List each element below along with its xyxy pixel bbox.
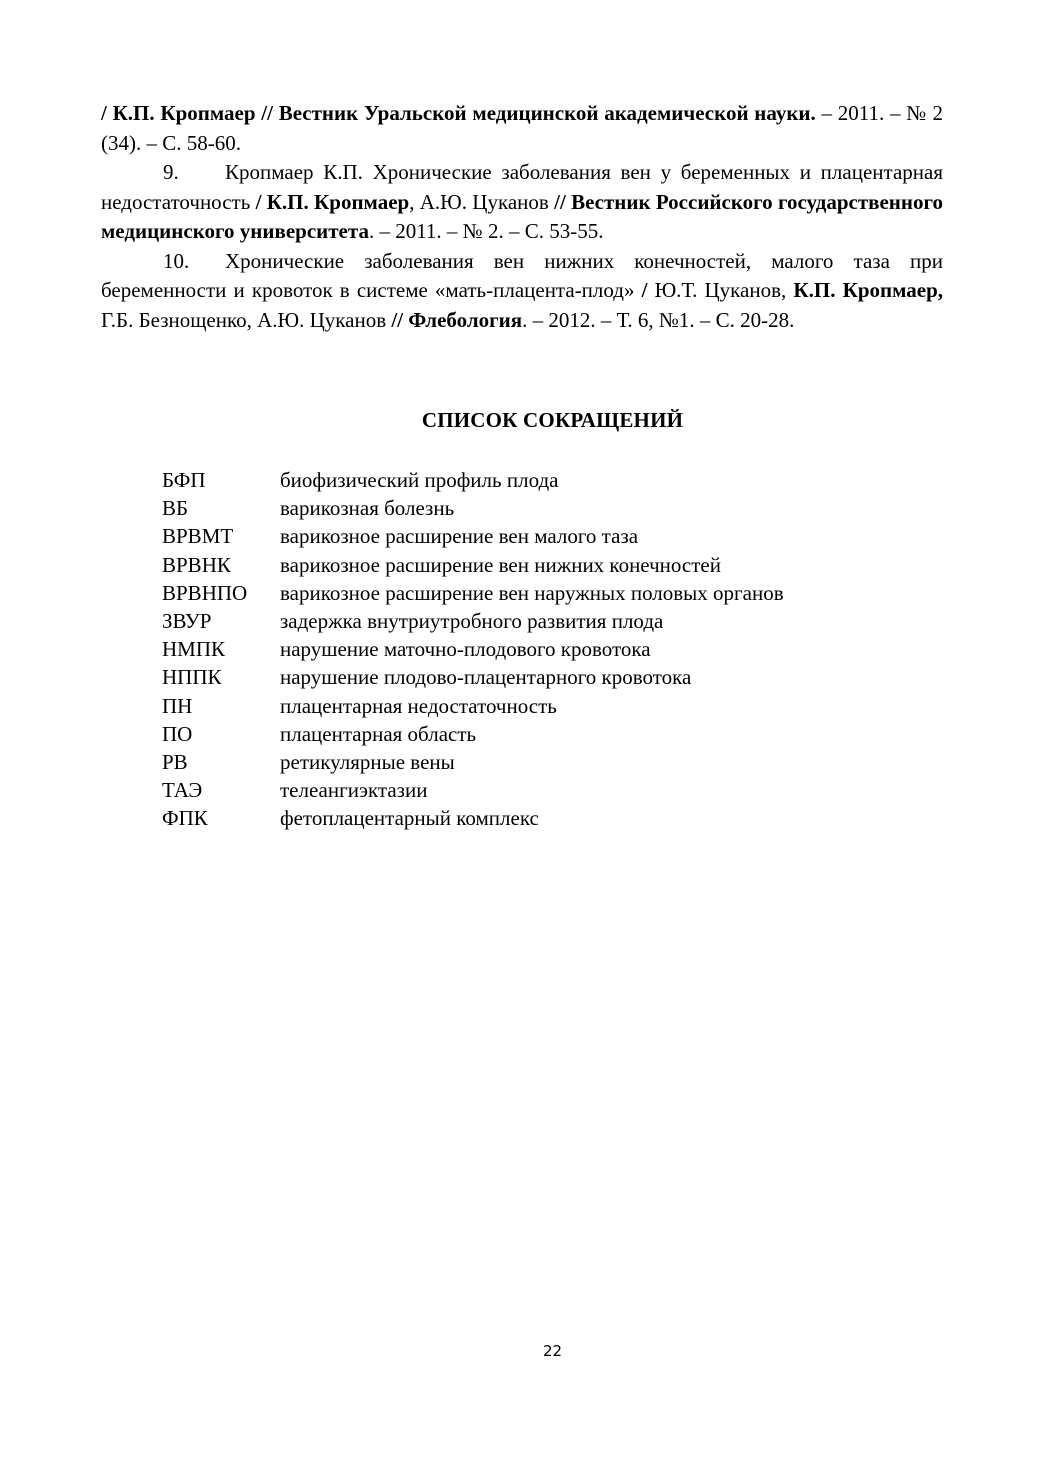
abbreviation-row [162,466,922,494]
page-number: 22 [542,1342,563,1360]
abbreviation-definition: варикозная болезнь [280,496,455,521]
abbreviation-row [162,692,922,720]
abbreviation-term: НППК [162,665,222,690]
reference-number: 10. [163,248,190,273]
abbreviation-term: БФП [162,468,206,492]
abbreviation-row [162,607,922,635]
abbreviation-term: ФПК [162,806,208,831]
abbreviation-row [162,720,922,748]
abbreviation-definition: плацентарная область [280,721,477,746]
reference-text: / [641,278,655,302]
abbreviation-definition: нарушение плодово-плацентарного кровотока [280,665,692,690]
abbreviation-row [162,635,922,663]
abbreviation-term: ВБ [162,496,189,521]
abbreviation-term: ЗВУР [162,608,212,633]
reference-text: К.П. Кропмаер, [793,278,944,302]
abbreviation-row [162,522,922,550]
reference-text: / К.П. Кропмаер [255,189,410,214]
abbreviation-definition: телеангиэктазии [280,778,428,803]
reference-text: Хронические заболевания вен нижних конечностей, малого таза при беременности и кровоток в системе «мать-плацента-плод» [101,248,943,302]
reference-text: / К.П. Кропмаер // Вестник Уральской медицинской академической науки. [101,101,816,125]
abbreviation-term: РВ [162,749,188,774]
abbreviation-row [162,494,922,522]
abbreviation-term: НМПК [162,637,226,662]
abbreviation-term: ВРВНК [162,552,231,577]
abbreviation-term: ТАЭ [162,778,203,803]
abbreviation-row [162,748,922,776]
abbreviation-definition: варикозное расширение вен наружных половых органов [280,580,784,605]
abbreviation-list [162,466,922,832]
abbreviation-row [162,551,922,579]
reference-item [101,247,943,336]
reference-text: // Флебология [391,307,523,332]
abbreviation-definition: нарушение маточно-плодового кровотока [280,637,651,662]
reference-item [101,158,943,247]
reference-text: – 2011. – № 2 (34). – С. 58-60. [101,101,943,155]
abbreviation-row [162,579,922,607]
abbreviation-row [162,804,922,832]
abbreviation-term: ПО [162,721,193,746]
reference-item [101,99,943,158]
reference-text: // Вестник Российского государственного медицинского университета [101,189,944,243]
abbreviation-term: ВРВНПО [162,580,248,605]
section-heading: СПИСОК СОКРАЩЕНИЙ [421,408,684,432]
abbreviation-definition: варикозное расширение вен малого таза [280,524,639,549]
reference-number: 9. [163,160,179,184]
reference-list [101,99,943,335]
abbreviation-definition: задержка внутриутробного развития плода [280,608,664,633]
abbreviation-term: ПН [162,693,193,718]
reference-text: Ю.Т. Цуканов, [654,278,794,302]
abbreviation-definition: фетоплацентарный комплекс [280,806,539,831]
abbreviation-definition: ретикулярные вены [280,749,455,774]
reference-text: Кропмаер К.П. Хронические заболевания вен у беременных и плацентарная недостаточность [101,160,943,214]
reference-text: . – 2011. – № 2. – С. 53-55. [368,219,604,243]
abbreviation-definition: плацентарная недостаточность [280,693,557,718]
abbreviation-row [162,663,922,691]
abbreviation-definition: варикозное расширение вен нижних конечностей [280,552,721,577]
abbreviation-definition: биофизический профиль плода [280,468,559,492]
reference-text: , А.Ю. Цуканов [409,189,555,214]
reference-text: Г.Б. Безнощенко, А.Ю. Цуканов [101,307,392,332]
abbreviation-term: ВРВМТ [162,524,234,549]
reference-text: . – 2012. – Т. 6, №1. – С. 20-28. [522,307,795,332]
abbreviation-row [162,776,922,804]
